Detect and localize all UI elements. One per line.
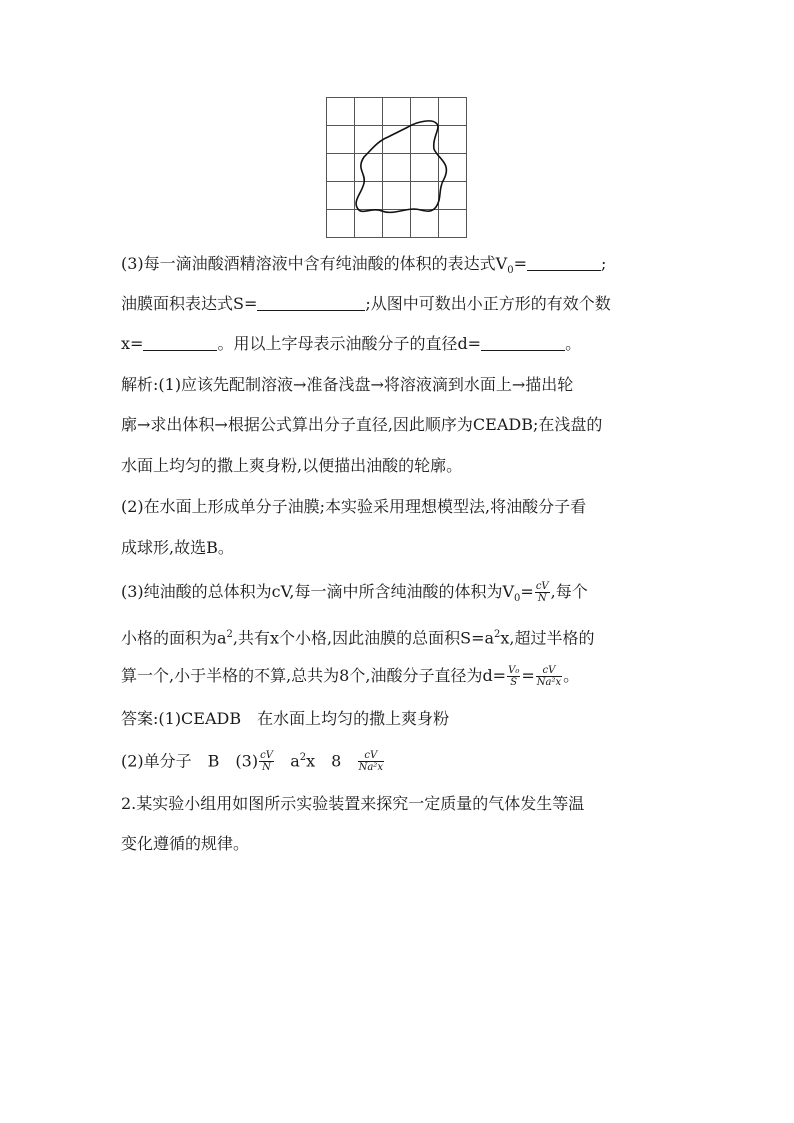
- analysis-line-5: 成球形,故选B。: [121, 538, 234, 557]
- x-answer-blank[interactable]: [143, 334, 217, 351]
- fraction-v0-over-s: $\frac{\text{V₀}}{S}$: [508, 665, 520, 688]
- analysis-line-8: 算一个,小于半格的不算,总共为8个,油酸分子直径为d= $\frac{\text{V₀}}{S}$ = $\frac{cV}{\text{Na²x}}$ 。: [121, 665, 580, 688]
- q2-line-2: 变化遵循的规律。: [121, 834, 250, 853]
- analysis-line-2: 廓→求出体积→根据公式算出分子直径,因此顺序为CEADB;在浅盘的: [121, 415, 603, 434]
- q3-line-2: 油膜面积表达式S= ;从图中可数出小正方形的有效个数: [121, 294, 611, 313]
- grid-diagram: [326, 97, 468, 239]
- fraction-cv-over-n: $\frac{cV}{N}$: [535, 581, 549, 604]
- d-answer-blank[interactable]: [481, 334, 565, 351]
- oil-film-outline: [356, 121, 446, 212]
- answer-line-1: 答案:(1)CEADB 在水面上均匀的撒上爽身粉: [121, 709, 450, 728]
- oil-film-grid-figure: [326, 97, 468, 243]
- answer-line-2: (2)单分子 B (3) $\frac{cV}{N}$ $a^2x$ 8 $\frac{cV}{\text{Na²x}}$: [121, 750, 383, 774]
- answer-fraction-cv-over-n: $\frac{cV}{N}$: [260, 750, 273, 774]
- q2-line-1: 2.某实验小组用如图所示实验装置来探究一定质量的气体发生等温: [121, 794, 585, 813]
- q3-line-3: x= 。用以上字母表示油酸分子的直径d= 。: [121, 334, 582, 353]
- analysis-line-7: 小格的面积为$a^2$,共有x个小格,因此油膜的总面积$S=a^2x$,超过半格的: [121, 628, 595, 648]
- analysis-line-6: (3)纯油酸的总体积为cV,每一滴中所含纯油酸的体积为$V_0=$ $\frac{cV}{N}$ ,每个: [121, 581, 588, 605]
- analysis-line-1: 解析:(1)应该先配制溶液→准备浅盘→将溶液滴到水面上→描出轮: [121, 375, 574, 394]
- analysis-line-3: 水面上均匀的撒上爽身粉,以便描出油酸的轮廓。: [121, 456, 463, 475]
- v0-answer-blank[interactable]: [527, 254, 601, 271]
- s-answer-blank[interactable]: [257, 294, 365, 311]
- q3-line-1: (3)每一滴油酸酒精溶液中含有纯油酸的体积的表达式$V_0=$ ;: [121, 254, 607, 277]
- answer-fraction-cv-over-na2x: $\frac{cV}{\text{Na²x}}$: [358, 750, 383, 774]
- analysis-line-4: (2)在水面上形成单分子油膜;本实验采用理想模型法,将油酸分子看: [121, 497, 587, 516]
- fraction-cv-over-na2x: $\frac{cV}{\text{Na²x}}$: [536, 665, 562, 688]
